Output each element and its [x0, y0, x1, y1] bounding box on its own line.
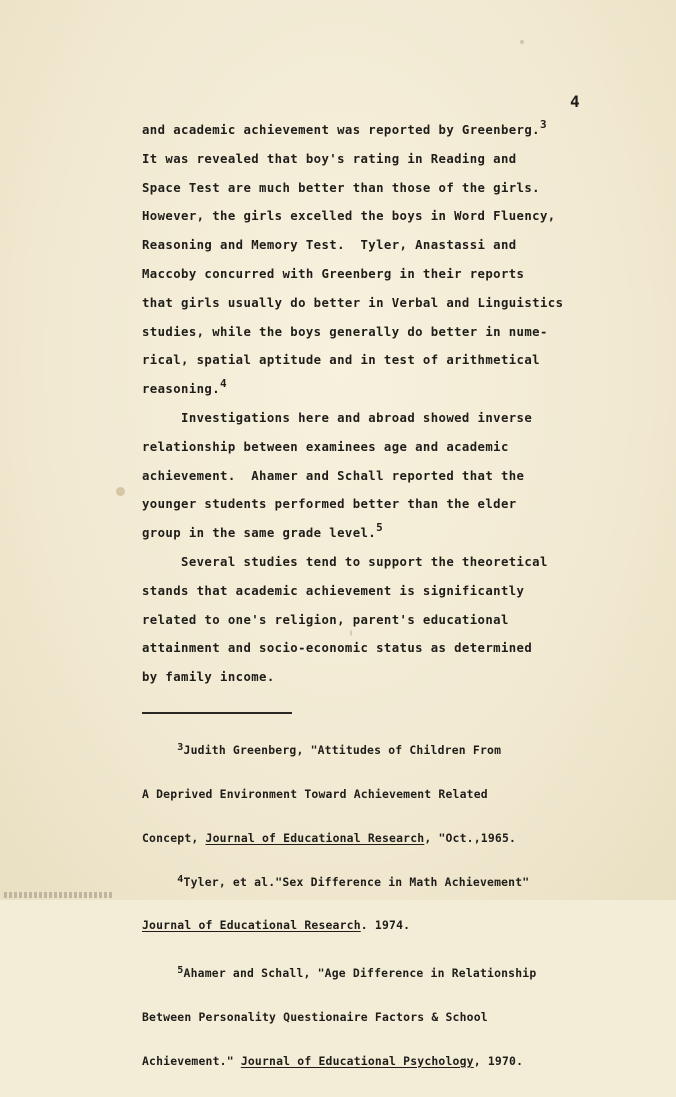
body-line: rical, spatial aptitude and in test of arithmetical — [142, 353, 540, 368]
body-line: Several studies tend to support the theoretical — [142, 554, 548, 569]
paper-speck — [116, 487, 125, 496]
footnote-mark: 4 — [177, 873, 184, 885]
body-line: Investigations here and abroad showed inverse — [142, 410, 533, 425]
journal-title: Journal of Educational Psychology — [240, 1053, 474, 1068]
body-line: related to one's religion, parent's educational — [142, 612, 509, 627]
page-number: 4 — [570, 92, 581, 111]
body-line: Maccoby concurred with Greenberg in their reports — [142, 266, 525, 281]
footnote-4-line-1: 4Tyler, et al."Sex Difference in Math Achievement" — [177, 873, 530, 889]
footnote-reference: 5 — [376, 521, 384, 535]
body-line: achievement. Ahamer and Schall reported that the — [142, 468, 525, 483]
body-line: reasoning.4 — [142, 377, 228, 397]
body-text — [142, 116, 642, 692]
footnote-4-line-2: Journal of Educational Research. 1974. — [142, 918, 411, 933]
journal-title: Journal of Educational Research — [205, 830, 425, 845]
body-line: stands that academic achievement is significantly — [142, 583, 525, 598]
body-line: by family income. — [142, 670, 275, 685]
footnotes — [142, 714, 662, 1097]
journal-title: Journal of Educational Research — [142, 918, 361, 933]
footnote-5-line-3: Achievement." Journal of Educational Psychology, 1970. — [142, 1053, 524, 1068]
footnote-5-line-2: Between Personality Questionaire Factors & School — [142, 1009, 488, 1024]
body-line: that girls usually do better in Verbal and Linguistics — [142, 295, 564, 310]
body-line: group in the same grade level.5 — [142, 521, 384, 541]
body-line: However, the girls excelled the boys in Word Fluency, — [142, 209, 556, 224]
scan-edge-marks — [4, 892, 114, 898]
body-line: Reasoning and Memory Test. Tyler, Anastassi and — [142, 238, 517, 253]
body-line: and academic achievement was reported by Greenberg.3 — [142, 118, 548, 137]
footnote-3-line-2: A Deprived Environment Toward Achievement Related — [142, 786, 488, 801]
body-line: Space Test are much better than those of the girls. — [142, 180, 540, 195]
paper-speck — [520, 40, 524, 44]
body-line: studies, while the boys generally do better in nume- — [142, 324, 548, 339]
body-line: younger students performed better than the elder — [142, 497, 517, 512]
footnote-mark: 5 — [177, 965, 184, 977]
body-line: relationship between examinees age and academic — [142, 439, 509, 454]
body-line: attainment and socio-economic status as determined — [142, 641, 533, 656]
footnote-mark: 3 — [177, 742, 184, 754]
footnote-reference: 4 — [220, 377, 228, 391]
body-line: It was revealed that boy's rating in Reading and — [142, 151, 517, 166]
footnote-3-line-1: 3Judith Greenberg, "Attitudes of Children From — [177, 742, 502, 758]
footnote-reference: 3 — [539, 118, 548, 131]
footnote-3-line-3: Concept, Journal of Educational Research, "Oct.,1965. — [142, 830, 517, 845]
footnote-5-line-1: 5Ahamer and Schall, "Age Difference in Relationship — [177, 965, 537, 981]
